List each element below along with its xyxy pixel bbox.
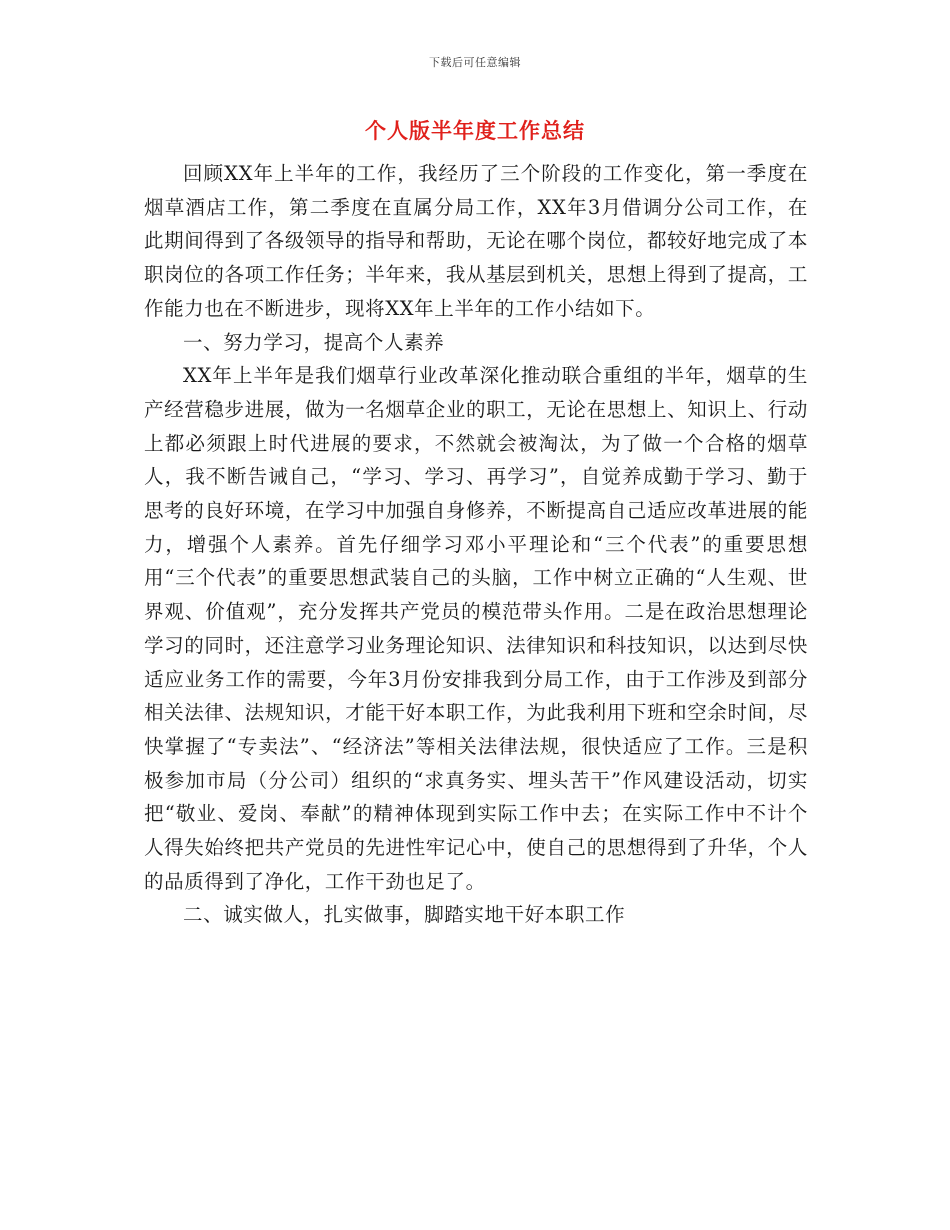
section-heading-1: 一、努力学习，提高个人素养 (183, 330, 445, 354)
document-title: 个人版半年度工作总结 (365, 118, 585, 143)
paragraph-intro: 回顾XX年上半年的工作，我经历了三个阶段的工作变化，第一季度在烟草酒店工作，第二季度在直属分局工作，XX年3月借调分公司工作，在此期间得到了各级领导的指导和帮助，无论在哪个岗位，都较好地完成了本职岗位的各项工作任务；半年来，我从基层到机关，思想上得到了提高，工作能力也在不断进步，现将XX年上半年的工作小结如下。 (144, 162, 808, 320)
header-note: 下载后可任意编辑 (429, 56, 521, 69)
section-heading-2: 二、诚实做人，扎实做事，脚踏实地干好本职工作 (183, 903, 626, 927)
paragraph-section-1: XX年上半年是我们烟草行业改革深化推动联合重组的半年，烟草的生产经营稳步进展，做为一名烟草企业的职工，无论在思想上、知识上、行动上都必须跟上时代进展的要求，不然就会被淘汰，为了做一个合格的烟草人，我不断告诫自己，“学习、学习、再学习”，自觉养成勤于学习、勤于思考的良好环境，在学习中加强自身修养，不断提高自己适应改革进展的能力，增强个人素养。首先仔细学习邓小平理论和“三个代表”的重要思想用“三个代表”的重要思想武装自己的头脑，工作中树立正确的“人生观、世界观、价值观”，充分发挥共产党员的模范带头作用。二是在政治思想理论学习的同时，还注意学习业务理论知识、法律知识和科技知识，以达到尽快适应业务工作的需要，今年3月份安排我到分局工作，由于工作涉及到部分相关法律、法规知识，才能干好本职工作，为此我利用下班和空余时间，尽快掌握了“专卖法”、“经济法”等相关法律法规，很快适应了工作。三是积极参加市局（分公司）组织的“求真务实、埋头苦干”作风建设活动，切实把“敬业、爱岗、奉献”的精神体现到实际工作中去；在实际工作中不计个人得失始终把共产党员的先进性牢记心中，使自己的思想得到了升华，个人的品质得到了净化，工作干劲也足了。 (144, 364, 808, 893)
document-body (144, 157, 808, 932)
